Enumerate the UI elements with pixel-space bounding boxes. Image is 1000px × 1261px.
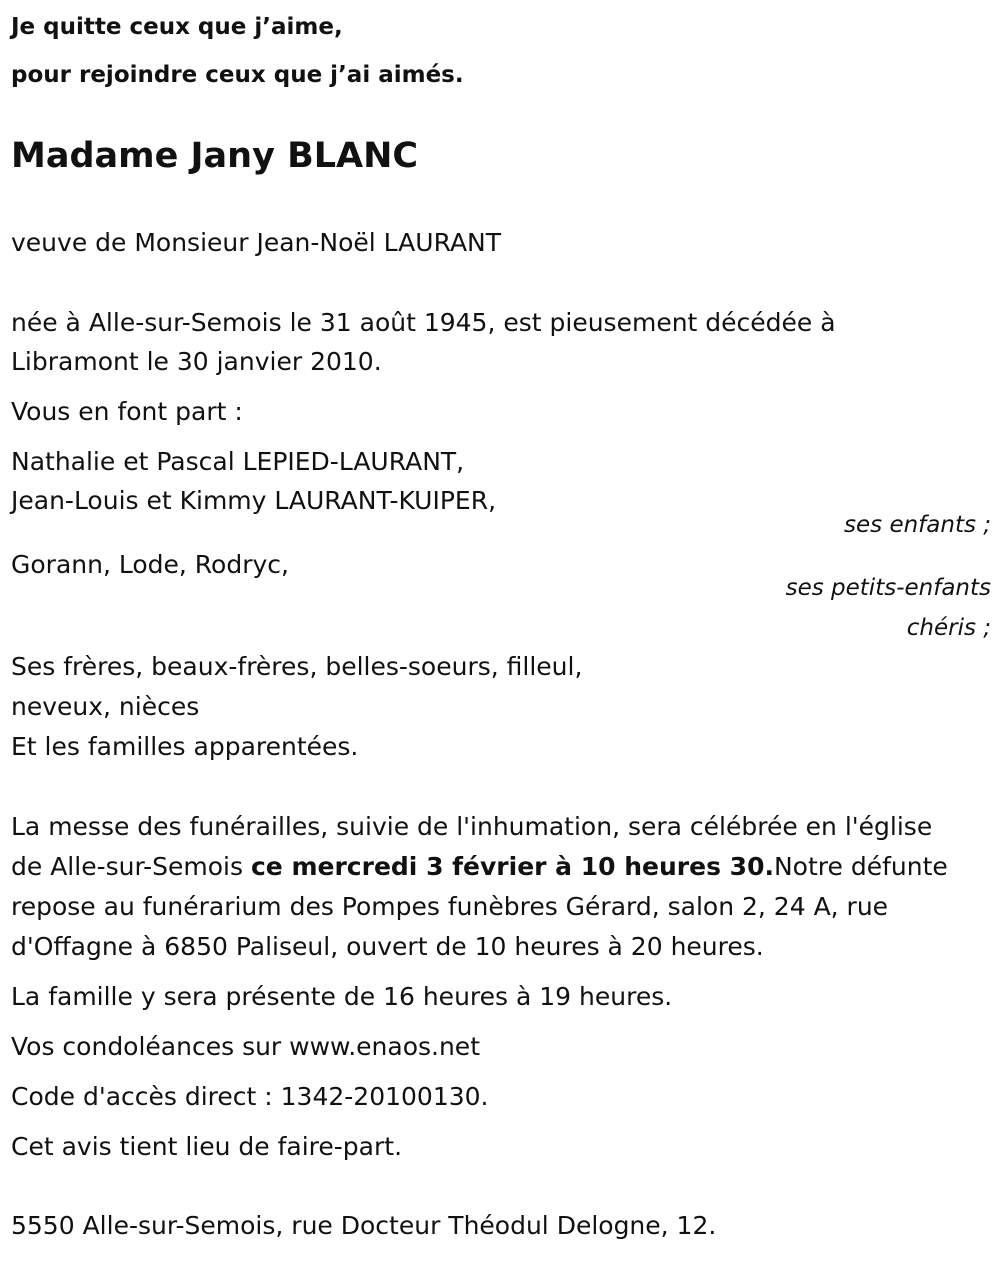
grandchildren-names: Gorann, Lode, Rodryc, bbox=[11, 550, 289, 579]
funeral-line-4: d'Offagne à 6850 Paliseul, ouvert de 10 heures à 20 heures. bbox=[11, 932, 764, 961]
family-line-1: Ses frères, beaux-frères, belles-soeurs, filleul, bbox=[11, 652, 583, 681]
family-line-2: neveux, nièces bbox=[11, 692, 200, 721]
grandchildren-role-line-1: ses petits-enfants bbox=[785, 575, 991, 601]
funeral-line-3: repose au funérarium des Pompes funèbres Gérard, salon 2, 24 A, rue bbox=[11, 892, 889, 921]
quote-line-2: pour rejoindre ceux que j’ai aimés. bbox=[11, 62, 464, 88]
condolences: Vos condoléances sur www.enaos.net bbox=[11, 1032, 480, 1061]
access-code: Code d'accès direct : 1342-20100130. bbox=[11, 1082, 489, 1111]
quote-line-1: Je quitte ceux que j’aime, bbox=[11, 14, 343, 40]
birth-death-line-2: Libramont le 30 janvier 2010. bbox=[11, 347, 382, 376]
announce-intro: Vous en font part : bbox=[11, 397, 243, 426]
address: 5550 Alle-sur-Semois, rue Docteur Théodul Delogne, 12. bbox=[11, 1211, 717, 1240]
children-line-1: Nathalie et Pascal LEPIED-LAURANT, bbox=[11, 447, 465, 476]
grandchildren-role-line-2: chéris ; bbox=[906, 615, 991, 641]
funeral-line-2-end: Notre défunte bbox=[773, 852, 948, 881]
family-line-3: Et les familles apparentées. bbox=[11, 732, 359, 761]
deceased-name: Madame Jany BLANC bbox=[11, 136, 419, 176]
funeral-line-1: La messe des funérailles, suivie de l'inhumation, sera célébrée en l'église bbox=[11, 812, 933, 841]
funeral-line-2 bbox=[11, 847, 948, 887]
funeral-place: de Alle-sur-Semois bbox=[11, 852, 251, 881]
family-presence: La famille y sera présente de 16 heures à 19 heures. bbox=[11, 982, 673, 1011]
birth-death-line-1: née à Alle-sur-Semois le 31 août 1945, est pieusement décédée à bbox=[11, 308, 836, 337]
children-role: ses enfants ; bbox=[844, 512, 991, 538]
widow-of: veuve de Monsieur Jean-Noël LAURANT bbox=[11, 228, 502, 257]
funeral-date-time: ce mercredi 3 février à 10 heures 30. bbox=[250, 852, 774, 881]
children-line-2: Jean-Louis et Kimmy LAURANT-KUIPER, bbox=[11, 486, 497, 515]
notice: Cet avis tient lieu de faire-part. bbox=[11, 1132, 403, 1161]
